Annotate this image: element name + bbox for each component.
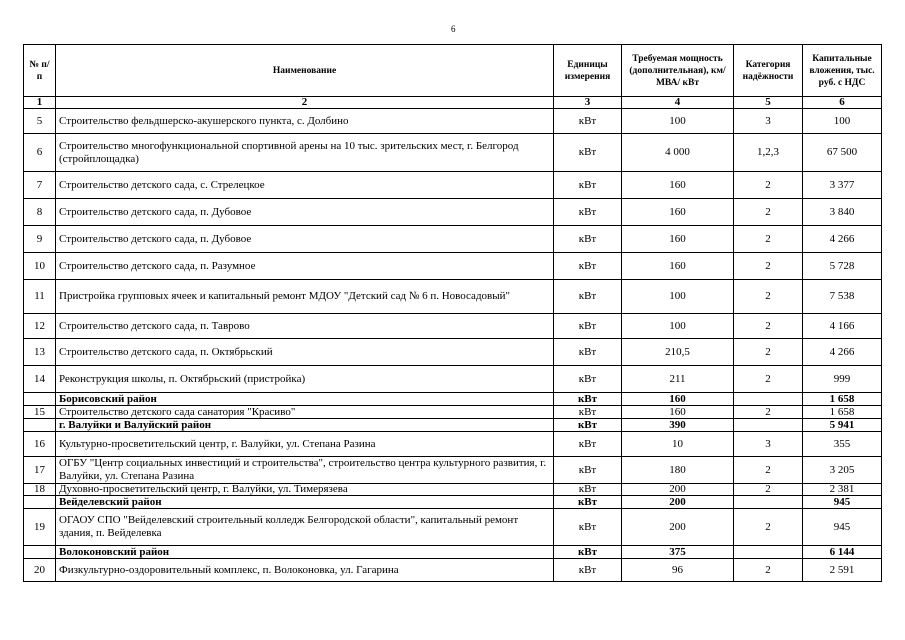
cell-units: кВт [554,509,622,546]
cell-power: 200 [622,484,734,496]
cell-capex: 6 144 [803,546,882,559]
header-capex: Капитальные вложения, тыс. руб. с НДС [803,45,882,97]
table-row [24,457,882,484]
table-row [24,366,882,393]
cell-capex: 5 728 [803,253,882,280]
cell-category: 3 [734,432,803,457]
cell-name: ОГАОУ СПО "Вейделевский строительный колледж Белгородской области", капитальный ремонт здания, п. Вейделевка [56,509,554,546]
cell-units: кВт [554,432,622,457]
column-number: 6 [803,97,882,109]
column-number: 1 [24,97,56,109]
cell-units: кВт [554,546,622,559]
cell-capex: 4 166 [803,314,882,339]
cell-name: Культурно-просветительский центр, г. Валуйки, ул. Степана Разина [56,432,554,457]
table-row [24,172,882,199]
cell-power: 200 [622,509,734,546]
cell-units: кВт [554,253,622,280]
cell-capex: 4 266 [803,339,882,366]
cell-name: Строительство детского сада, с. Стрелецкое [56,172,554,199]
header-power: Требуемая мощность (дополнительная), км/ МВА/ кВт [622,45,734,97]
cell-power: 100 [622,280,734,314]
cell-num: 19 [24,509,56,546]
cell-num [24,393,56,406]
table-row [24,509,882,546]
table-row [24,314,882,339]
cell-num: 20 [24,559,56,582]
cell-power: 180 [622,457,734,484]
page-number: 6 [451,24,456,34]
table-row [24,253,882,280]
cell-name: Строительство детского сада, п. Дубовое [56,226,554,253]
cell-units: кВт [554,496,622,509]
cell-capex: 5 941 [803,419,882,432]
table-row [24,226,882,253]
cell-num: 6 [24,134,56,172]
cell-power: 160 [622,406,734,419]
capital-investment-table [23,44,882,582]
cell-name: Волоконовский район [56,546,554,559]
header-num: № п/п [24,45,56,97]
cell-power: 160 [622,199,734,226]
cell-category: 1,2,3 [734,134,803,172]
cell-capex: 7 538 [803,280,882,314]
table-row [24,109,882,134]
cell-num: 18 [24,484,56,496]
cell-category: 2 [734,280,803,314]
cell-num: 15 [24,406,56,419]
header-units: Единицы измерения [554,45,622,97]
cell-name: Пристройка групповых ячеек и капитальный ремонт МДОУ "Детский сад № 6 п. Новосадовый" [56,280,554,314]
cell-power: 96 [622,559,734,582]
cell-units: кВт [554,199,622,226]
cell-num: 10 [24,253,56,280]
cell-power: 100 [622,109,734,134]
cell-category: 2 [734,199,803,226]
cell-units: кВт [554,559,622,582]
cell-name: Строительство детского сада, п. Октябрьский [56,339,554,366]
cell-num: 5 [24,109,56,134]
cell-units: кВт [554,226,622,253]
cell-name: Строительство детского сада санатория "Красиво" [56,406,554,419]
cell-num: 16 [24,432,56,457]
cell-power: 210,5 [622,339,734,366]
column-number: 5 [734,97,803,109]
cell-category: 2 [734,366,803,393]
cell-capex: 355 [803,432,882,457]
column-number: 4 [622,97,734,109]
cell-power: 160 [622,253,734,280]
cell-name: Строительство фельдшерско-акушерского пункта, с. Долбино [56,109,554,134]
cell-capex: 945 [803,509,882,546]
cell-capex: 2 381 [803,484,882,496]
cell-units: кВт [554,109,622,134]
cell-units: кВт [554,134,622,172]
district-row [24,393,882,406]
cell-num: 14 [24,366,56,393]
cell-category: 2 [734,406,803,419]
cell-category: 2 [734,314,803,339]
table-row [24,280,882,314]
cell-power: 10 [622,432,734,457]
column-number-row [24,97,882,109]
cell-name: ОГБУ "Центр социальных инвестиций и строительства", строительство центра культурного развития, г. Валуйки, ул. Степана Разина [56,457,554,484]
column-number: 3 [554,97,622,109]
cell-num [24,419,56,432]
cell-name: Борисовский район [56,393,554,406]
cell-power: 390 [622,419,734,432]
cell-name: Строительство детского сада, п. Таврово [56,314,554,339]
cell-capex: 4 266 [803,226,882,253]
table-row [24,134,882,172]
cell-category: 2 [734,226,803,253]
table-row [24,339,882,366]
cell-units: кВт [554,484,622,496]
cell-num [24,546,56,559]
cell-category: 3 [734,109,803,134]
cell-power: 4 000 [622,134,734,172]
district-row [24,546,882,559]
header-name: Наименование [56,45,554,97]
cell-units: кВт [554,366,622,393]
cell-capex: 945 [803,496,882,509]
cell-num [24,496,56,509]
cell-category [734,419,803,432]
cell-capex: 1 658 [803,393,882,406]
header-category: Категория надёжности [734,45,803,97]
cell-category: 2 [734,457,803,484]
cell-category: 2 [734,484,803,496]
cell-num: 7 [24,172,56,199]
cell-power: 160 [622,172,734,199]
table-row [24,484,882,496]
cell-power: 375 [622,546,734,559]
cell-power: 200 [622,496,734,509]
table-row [24,199,882,226]
cell-category [734,546,803,559]
cell-category [734,393,803,406]
district-row [24,496,882,509]
cell-capex: 67 500 [803,134,882,172]
cell-capex: 3 377 [803,172,882,199]
cell-name: г. Валуйки и Валуйский район [56,419,554,432]
cell-num: 13 [24,339,56,366]
cell-name: Духовно-просветительский центр, г. Валуйки, ул. Тимерязева [56,484,554,496]
cell-units: кВт [554,339,622,366]
cell-power: 211 [622,366,734,393]
column-number: 2 [56,97,554,109]
cell-name: Реконструкция школы, п. Октябрьский (пристройка) [56,366,554,393]
cell-units: кВт [554,457,622,484]
cell-capex: 100 [803,109,882,134]
cell-units: кВт [554,393,622,406]
cell-category: 2 [734,339,803,366]
cell-capex: 999 [803,366,882,393]
cell-capex: 3 205 [803,457,882,484]
cell-name: Строительство многофункциональной спортивной арены на 10 тыс. зрительских мест, г. Белгород (стройплощадка) [56,134,554,172]
cell-units: кВт [554,406,622,419]
cell-num: 8 [24,199,56,226]
cell-category: 2 [734,253,803,280]
cell-num: 12 [24,314,56,339]
header-row [24,45,882,97]
district-row [24,419,882,432]
cell-power: 100 [622,314,734,339]
cell-num: 9 [24,226,56,253]
cell-num: 11 [24,280,56,314]
cell-units: кВт [554,314,622,339]
cell-category: 2 [734,559,803,582]
cell-capex: 3 840 [803,199,882,226]
cell-category: 2 [734,509,803,546]
table-row [24,559,882,582]
cell-name: Физкультурно-оздоровительный комплекс, п. Волоконовка, ул. Гагарина [56,559,554,582]
cell-name: Вейделевский район [56,496,554,509]
cell-category: 2 [734,172,803,199]
cell-power: 160 [622,393,734,406]
cell-category [734,496,803,509]
cell-name: Строительство детского сада, п. Разумное [56,253,554,280]
cell-power: 160 [622,226,734,253]
cell-units: кВт [554,172,622,199]
cell-name: Строительство детского сада, п. Дубовое [56,199,554,226]
table-row [24,432,882,457]
cell-capex: 1 658 [803,406,882,419]
cell-units: кВт [554,280,622,314]
cell-units: кВт [554,419,622,432]
table-row [24,406,882,419]
cell-num: 17 [24,457,56,484]
cell-capex: 2 591 [803,559,882,582]
